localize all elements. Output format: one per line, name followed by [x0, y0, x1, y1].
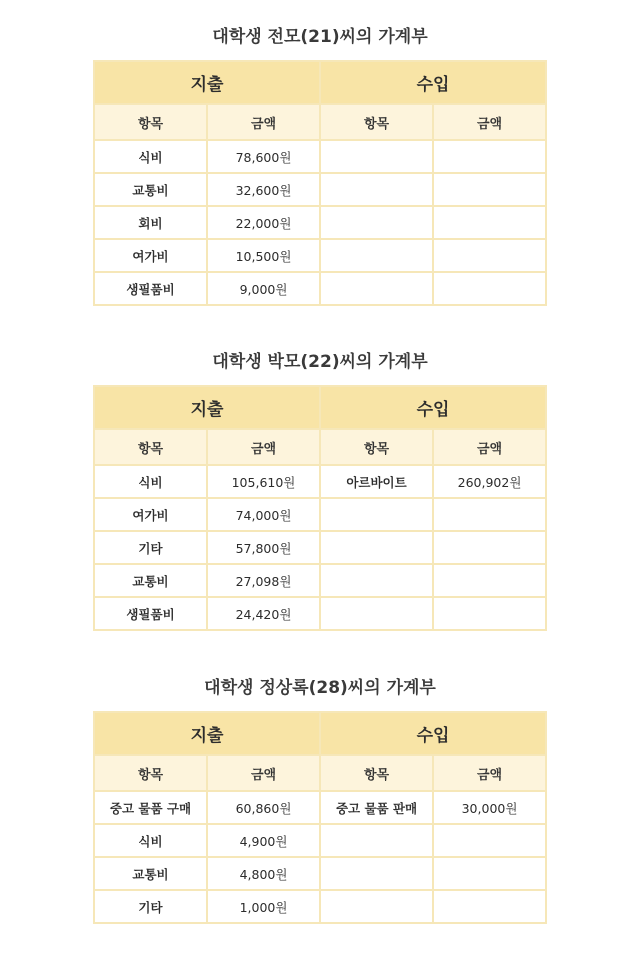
- budget-table: [93, 385, 547, 631]
- income-amount: [434, 141, 545, 172]
- expense-item: 회비: [95, 207, 206, 238]
- income-amount: 30,000원: [434, 792, 545, 823]
- table-row: [95, 273, 545, 304]
- expense-amount: 9,000원: [208, 273, 319, 304]
- table-row: [95, 174, 545, 205]
- expense-amount: 22,000원: [208, 207, 319, 238]
- income-item: 중고 물품 판매: [321, 792, 432, 823]
- ledger-jeon: [93, 22, 547, 306]
- expense-amount: 74,000원: [208, 499, 319, 530]
- income-item: [321, 207, 432, 238]
- income-item: [321, 825, 432, 856]
- table-row: [95, 565, 545, 596]
- expense-item: 기타: [95, 891, 206, 922]
- table-row: [95, 792, 545, 823]
- expense-amount: 27,098원: [208, 565, 319, 596]
- table-row: [95, 466, 545, 497]
- expense-item: 여가비: [95, 499, 206, 530]
- table-row: [95, 240, 545, 271]
- ledger-title: 대학생 전모(21)씨의 가계부: [212, 27, 428, 47]
- income-item: [321, 565, 432, 596]
- income-header: 수입: [321, 713, 545, 754]
- expense-header: 지출: [95, 62, 319, 103]
- table-row: [95, 207, 545, 238]
- table-row: [95, 141, 545, 172]
- expense-amount-header: 금액: [208, 756, 319, 790]
- income-amount: [434, 891, 545, 922]
- income-header: 수입: [321, 387, 545, 428]
- income-item: [321, 499, 432, 530]
- income-amount: [434, 532, 545, 563]
- expense-item-header: 항목: [95, 756, 206, 790]
- expense-amount: 32,600원: [208, 174, 319, 205]
- income-amount-header: 금액: [434, 105, 545, 139]
- income-item: [321, 174, 432, 205]
- expense-amount-header: 금액: [208, 430, 319, 464]
- income-item: [321, 532, 432, 563]
- income-header: 수입: [321, 62, 545, 103]
- expense-item: 식비: [95, 825, 206, 856]
- income-item: [321, 891, 432, 922]
- income-amount: [434, 825, 545, 856]
- expense-amount: 1,000원: [208, 891, 319, 922]
- ledger-title: 대학생 박모(22)씨의 가계부: [212, 352, 428, 372]
- expense-amount: 24,420원: [208, 598, 319, 629]
- income-amount: [434, 598, 545, 629]
- income-amount-header: 금액: [434, 756, 545, 790]
- expense-item: 교통비: [95, 565, 206, 596]
- income-amount: [434, 273, 545, 304]
- income-item: [321, 858, 432, 889]
- income-amount: [434, 858, 545, 889]
- income-item-header: 항목: [321, 756, 432, 790]
- income-amount: [434, 499, 545, 530]
- expense-header: 지출: [95, 387, 319, 428]
- table-row: [95, 858, 545, 889]
- income-item-header: 항목: [321, 430, 432, 464]
- ledger-park: [93, 347, 547, 631]
- expense-item: 여가비: [95, 240, 206, 271]
- expense-amount: 4,800원: [208, 858, 319, 889]
- expense-amount: 57,800원: [208, 532, 319, 563]
- expense-amount: 60,860원: [208, 792, 319, 823]
- income-item: [321, 240, 432, 271]
- ledger-title: 대학생 정상록(28)씨의 가계부: [204, 678, 436, 698]
- income-amount: [434, 565, 545, 596]
- income-item: [321, 598, 432, 629]
- income-amount: [434, 240, 545, 271]
- expense-item: 교통비: [95, 174, 206, 205]
- budget-table: [93, 60, 547, 306]
- table-row: [95, 891, 545, 922]
- expense-item: 중고 물품 구매: [95, 792, 206, 823]
- expense-item: 기타: [95, 532, 206, 563]
- expense-amount: 105,610원: [208, 466, 319, 497]
- table-row: [95, 532, 545, 563]
- income-amount: [434, 174, 545, 205]
- expense-amount: 10,500원: [208, 240, 319, 271]
- income-amount: [434, 207, 545, 238]
- expense-amount-header: 금액: [208, 105, 319, 139]
- table-row: [95, 598, 545, 629]
- income-amount-header: 금액: [434, 430, 545, 464]
- income-item-header: 항목: [321, 105, 432, 139]
- expense-item: 교통비: [95, 858, 206, 889]
- budget-table: [93, 711, 547, 924]
- table-row: [95, 825, 545, 856]
- income-item: 아르바이트: [321, 466, 432, 497]
- income-item: [321, 141, 432, 172]
- expense-item: 생필품비: [95, 273, 206, 304]
- expense-item-header: 항목: [95, 105, 206, 139]
- income-item: [321, 273, 432, 304]
- expense-item-header: 항목: [95, 430, 206, 464]
- expense-item: 식비: [95, 466, 206, 497]
- income-amount: 260,902원: [434, 466, 545, 497]
- expense-header: 지출: [95, 713, 319, 754]
- table-row: [95, 499, 545, 530]
- expense-amount: 78,600원: [208, 141, 319, 172]
- expense-amount: 4,900원: [208, 825, 319, 856]
- expense-item: 식비: [95, 141, 206, 172]
- ledger-jeong: [93, 673, 547, 924]
- expense-item: 생필품비: [95, 598, 206, 629]
